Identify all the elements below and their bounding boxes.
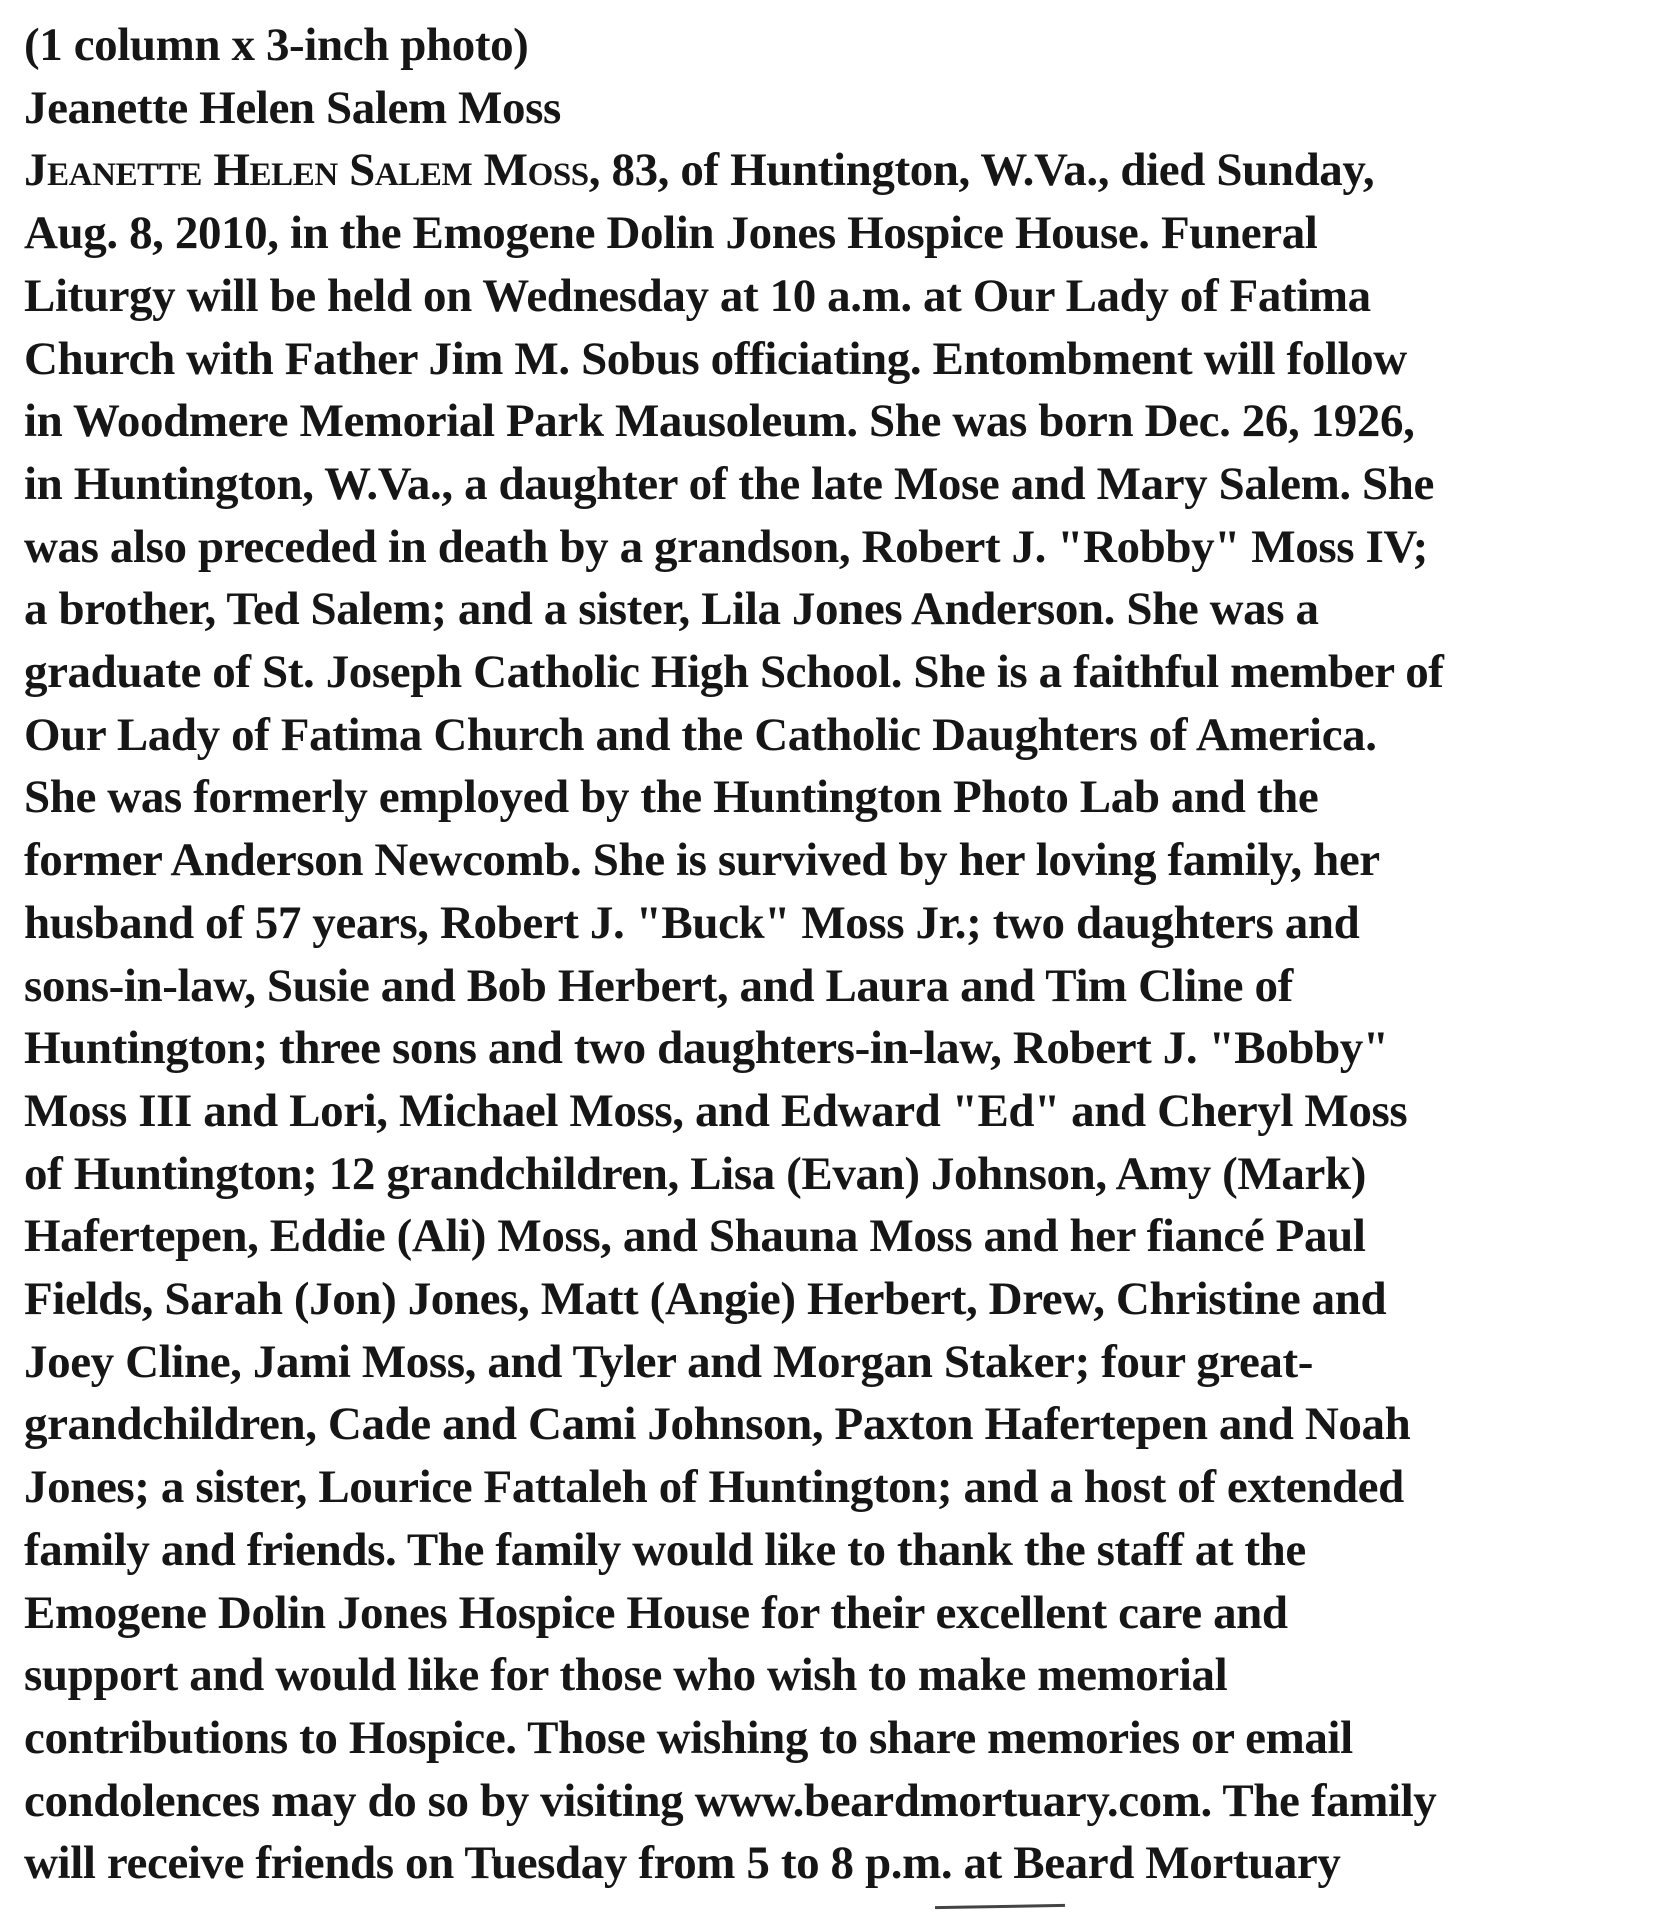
obituary-line: Huntington; three sons and two daughters-in-law, Robert J. "Bobby" <box>24 1022 1389 1075</box>
obituary-line: in Huntington, W.Va., a daughter of the late Mose and Mary Salem. She <box>24 457 1434 510</box>
obituary-line: grandchildren, Cade and Cami Johnson, Paxton Hafertepen and Noah <box>24 1398 1411 1451</box>
obituary-clipping <box>24 14 1664 1895</box>
obituary-title: Jeanette Helen Salem Moss <box>24 81 561 134</box>
obituary-line: Our Lady of Fatima Church and the Catholic Daughters of America. <box>24 708 1377 761</box>
obituary-line: condolences may do so by visiting www.beardmortuary.com. The family <box>24 1774 1437 1827</box>
obituary-line: former Anderson Newcomb. She is survived by her loving family, her <box>24 834 1380 887</box>
obituary-line: Fields, Sarah (Jon) Jones, Matt (Angie) Herbert, Drew, Christine and <box>24 1273 1387 1326</box>
obituary-line: Hafertepen, Eddie (Ali) Moss, and Shauna Moss and her fiancé Paul <box>24 1210 1366 1263</box>
obituary-line: will receive friends on Tuesday from 5 to 8 p.m. at Beard Mortuary <box>24 1837 1341 1890</box>
obituary-line: Emogene Dolin Jones Hospice House for their excellent care and <box>24 1586 1288 1639</box>
obituary-line: She was formerly employed by the Huntington Photo Lab and the <box>24 771 1319 824</box>
scan-mark <box>935 1904 1065 1909</box>
obituary-line: a brother, Ted Salem; and a sister, Lila Jones Anderson. She was a <box>24 583 1319 636</box>
obituary-line: was also preceded in death by a grandson, Robert J. "Robby" Moss IV; <box>24 520 1428 573</box>
obituary-line-1 <box>24 139 1664 202</box>
obituary-line: family and friends. The family would like to thank the staff at the <box>24 1523 1306 1576</box>
obituary-line: Moss III and Lori, Michael Moss, and Edward "Ed" and Cheryl Moss <box>24 1084 1408 1137</box>
photo-note: (1 column x 3-inch photo) <box>24 19 529 71</box>
obituary-line: Joey Cline, Jami Moss, and Tyler and Morgan Staker; four great- <box>24 1335 1314 1388</box>
obituary-line: graduate of St. Joseph Catholic High School. She is a faithful member of <box>24 646 1444 699</box>
obituary-line: Church with Father Jim M. Sobus officiating. Entombment will follow <box>24 332 1407 385</box>
obituary-line: support and would like for those who wish to make memorial <box>24 1649 1228 1702</box>
obituary-line: Jones; a sister, Lourice Fattaleh of Huntington; and a host of extended <box>24 1461 1404 1514</box>
obituary-line: Aug. 8, 2010, in the Emogene Dolin Jones Hospice House. Funeral <box>24 207 1318 260</box>
obituary-line: Liturgy will be held on Wednesday at 10 a.m. at Our Lady of Fatima <box>24 269 1371 322</box>
obituary-line: contributions to Hospice. Those wishing to share memories or email <box>24 1711 1353 1764</box>
obituary-line: in Woodmere Memorial Park Mausoleum. She was born Dec. 26, 1926, <box>24 395 1415 448</box>
lead-name: Jeanette Helen Salem Moss <box>24 144 589 197</box>
obituary-line: of Huntington; 12 grandchildren, Lisa (Evan) Johnson, Amy (Mark) <box>24 1147 1366 1200</box>
obituary-line: sons-in-law, Susie and Bob Herbert, and Laura and Tim Cline of <box>24 959 1293 1012</box>
lead-line-text: , 83, of Huntington, W.Va., died Sunday, <box>588 144 1375 197</box>
obituary-line: husband of 57 years, Robert J. "Buck" Moss Jr.; two daughters and <box>24 896 1360 949</box>
